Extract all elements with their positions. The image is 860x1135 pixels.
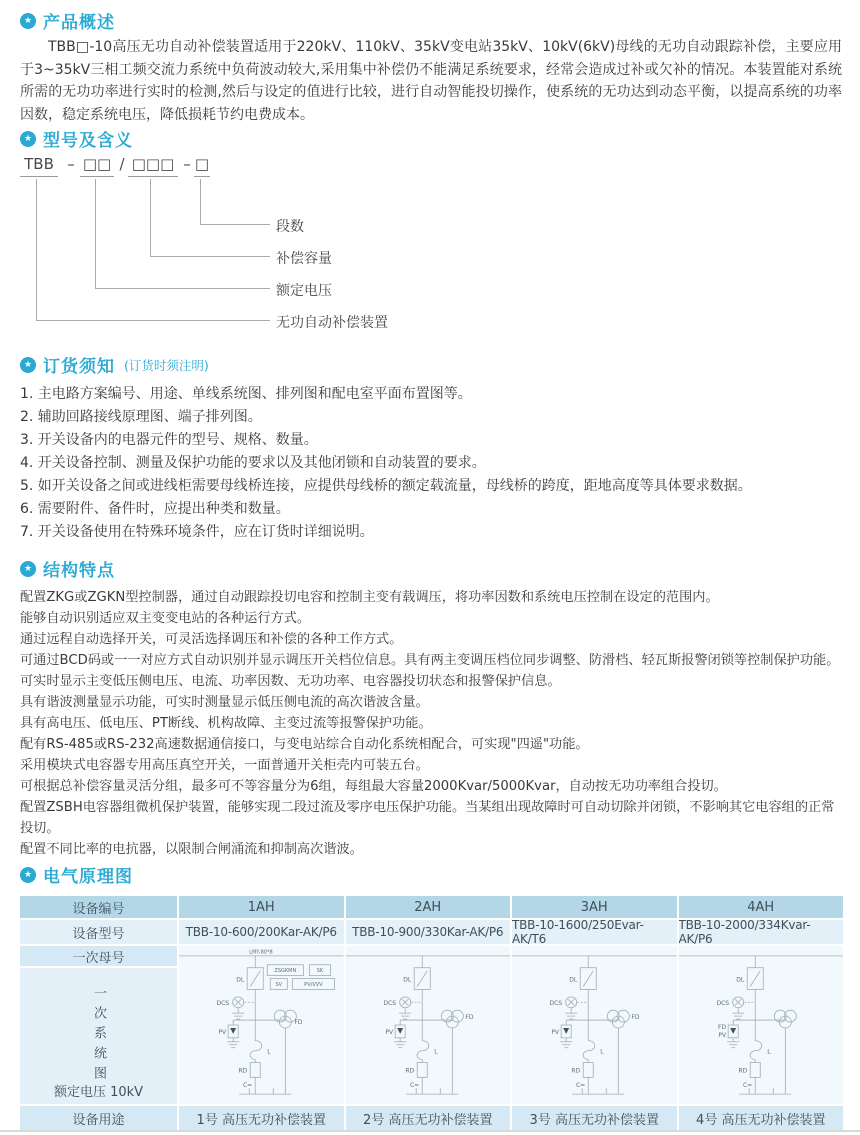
column-header-4ah: 4AH [679,896,844,918]
model-label-segments: 段数 [276,219,304,235]
device-model-2ah: TBB-10-900/330Kar-AK/P6 [346,920,511,944]
breaker-label: DL [236,976,245,984]
circuit-lines [679,956,844,1094]
section-title-schematic: 电气原理图 [43,867,133,887]
one-line-diagram-cell-1ah [179,946,344,1104]
breaker-label: DL [402,976,411,984]
model-code-slash: / [119,155,125,173]
discharger-label: FD [717,1023,726,1031]
ordering-item: 6. 需要附件、备件时，应提出种类和数量。 [20,501,290,517]
meter-label: DCS [715,999,729,1007]
feature-item: 配有RS-485或RS-232高速数据通信接口，与变电站综合自动化系统相配合，可实现"四遥"功能。 [20,737,589,752]
fuse-label: RD [404,1067,414,1075]
control-box-label: SV [275,982,283,988]
reactor-label: L [267,1048,271,1056]
meter-label: DCS [216,999,230,1007]
breaker-label: DL [735,976,744,984]
device-model-1ah: TBB-10-600/200Kar-AK/P6 [179,920,344,944]
arrester-label: PV [384,1028,393,1036]
model-label-device: 无功自动补偿装置 [276,315,388,331]
section-subtitle-ordering: (订货时须注明) [124,357,209,373]
ordering-item: 4. 开关设备控制、测量及保护功能的要求以及其他闭锁和自动装置的要求。 [20,455,486,471]
model-code-voltage-boxes: □□ [80,155,114,177]
capacitor-label: C= [575,1082,586,1090]
model-code-prefix: TBB [20,155,58,177]
discharger-label: FD [464,1014,473,1022]
ordering-item: 5. 如开关设备之间或进线柜需要母线桥连接，应提供母线桥的额定载流量，母线桥的跨度，距地高度等具体要求数据。 [20,478,752,494]
primary-system-diagram-vertical-label: 一次系统图 [91,986,106,1086]
star-bullet-icon: ★ [20,131,36,147]
feature-item: 能够自动识别适应双主变变电站的各种运行方式。 [20,611,311,626]
ordering-item: 1. 主电路方案编号、用途、单线系统图、排列图和配电室平面布置图等。 [20,386,472,402]
page-bottom-divider [0,1130,860,1132]
model-label-capacity: 补偿容量 [276,251,332,267]
feature-item: 配置ZSBH电容器组微机保护装置，能够实现二段过流及零序电压保护功能。当某组出现故障时可自动切除并闭锁，不影响其它电容组的正常投切。 [20,800,835,836]
meter-label: DCS [382,999,396,1007]
overview-paragraph [20,36,842,126]
connector-line [200,179,201,224]
one-line-diagram-cell-2ah [346,946,511,1104]
one-line-diagram-3ah [512,946,677,1104]
row-label-primary-bus: 一次母号 [20,946,177,966]
bus-bar-label: LMY-80*8 [249,949,273,956]
capacitor-label: C= [742,1082,752,1090]
control-box-label: ZSGKMN [274,968,297,975]
section-header-model [20,126,133,151]
capacitor-label: C= [409,1082,419,1090]
reactor-label: L [766,1048,771,1056]
feature-item: 可实时显示主变低压侧电压、电流、功率因数、无功功率、电容器投切状态和报警保护信息。 [20,674,561,689]
ordering-item: 2. 辅助回路接线原理图、端子排列图。 [20,409,262,425]
arrester-label: PV [218,1028,227,1036]
rated-voltage-label: 额定电压 10kV [53,1085,144,1100]
section-title-features: 结构特点 [43,561,115,581]
control-box-label: PV/VVV [304,982,323,988]
one-line-diagram-cell-3ah [512,946,677,1104]
section-title-model: 型号及含义 [43,131,133,151]
reactor-label: L [433,1048,438,1056]
arrester-label: PV [717,1031,726,1039]
column-header-1ah: 1AH [179,896,344,918]
connector-line [95,179,96,288]
device-usage-2ah: 2号 高压无功补偿装置 [346,1106,511,1130]
ordering-list [20,383,844,544]
model-code-separator: – [67,155,75,173]
feature-item: 采用模块式电容器专用高压真空开关，一面普通开关柜壳内可装五台。 [20,758,429,773]
model-meaning-diagram [20,155,842,350]
star-bullet-icon: ★ [20,357,36,373]
discharger-label: FD [631,1014,640,1022]
feature-item: 配置ZKG或ZGKN型控制器，通过自动跟踪投切电容和控制主变有载调压，将功率因数和系统电压控制在设定的范围内。 [20,590,719,605]
connector-line [200,224,270,225]
section-header-schematic [20,862,133,887]
reactor-label: L [600,1048,604,1056]
connector-line [36,179,37,320]
device-model-3ah: TBB-10-1600/250Evar-AK/T6 [512,920,677,944]
connector-line [95,288,270,289]
ordering-item: 3. 开关设备内的电器元件的型号、规格、数量。 [20,432,318,448]
feature-item: 可通过BCD码或一一对应方式自动识别并显示调压开关档位信息。具有两主变调压档位同步调整、防滑档、轻瓦斯报警闭锁等控制保护功能。 [20,653,840,668]
control-box-label: SK [316,968,324,975]
row-label-device-model: 设备型号 [20,920,177,944]
feature-item: 具有谐波测量显示功能，可实时测量显示低压侧电流的高次谐波含量。 [20,695,429,710]
row-label-device-id: 设备编号 [20,896,177,918]
feature-item: 通过远程自动选择开关，可灵活选择调压和补偿的各种工作方式。 [20,632,403,647]
column-header-3ah: 3AH [512,896,677,918]
row-label-primary-system-diagram [20,968,177,1104]
schematic-table [20,896,843,1130]
fuse-label: RD [571,1067,581,1075]
column-header-2ah: 2AH [346,896,511,918]
arrester-label: PV [551,1028,560,1036]
connector-line [150,179,151,256]
section-title-overview: 产品概述 [43,13,115,33]
section-header-ordering [20,352,209,377]
feature-item: 具有高电压、低电压、PT断线、机构故障、主变过流等报警保护功能。 [20,716,432,731]
feature-item: 可根据总补偿容量灵活分组，最多可不等容量分为6组，每组最大容量2000Kvar/5000Kvar，自动按无功功率组合投切。 [20,779,727,794]
model-code-segment-box: □ [194,155,210,177]
fuse-label: RD [737,1067,747,1075]
star-bullet-icon: ★ [20,13,36,29]
discharger-label: FD [294,1019,303,1026]
one-line-diagram-4ah [679,946,844,1104]
one-line-diagram-cell-4ah [679,946,844,1104]
meter-label: DCS [549,999,563,1007]
circuit-lines [346,956,511,1094]
model-code-capacity-boxes: □□□ [128,155,178,177]
feature-item: 配置不同比率的电抗器，以限制合闸涌流和抑制高次谐波。 [20,842,363,857]
one-line-diagram-1ah [179,946,344,1104]
model-code-separator: – [183,155,191,173]
device-usage-4ah: 4号 高压无功补偿装置 [679,1106,844,1130]
circuit-lines [512,956,677,1094]
device-model-4ah: TBB-10-2000/334Kvar-AK/P6 [679,920,844,944]
breaker-label: DL [569,976,578,984]
section-title-ordering: 订货须知 [43,357,115,377]
star-bullet-icon: ★ [20,867,36,883]
fuse-label: RD [238,1067,248,1075]
circuit-lines [179,956,344,1094]
row-label-device-usage: 设备用途 [20,1106,177,1130]
one-line-diagram-2ah [346,946,511,1104]
section-header-overview [20,8,115,33]
connector-line [36,320,270,321]
ordering-item: 7. 开关设备使用在特殊环境条件，应在订货时详细说明。 [20,524,374,540]
device-usage-1ah: 1号 高压无功补偿装置 [179,1106,344,1130]
star-bullet-icon: ★ [20,561,36,577]
overview-body-text: TBB□-10高压无功自动补偿装置适用于220kV、110kV、35kV变电站35kV、10kV(6kV)母线的无功自动跟踪补偿，主要应用于3~35kV三相工频交流力系统中负荷波动较大,采用集中补偿仍不能满足系统要求，经常会造成过补或欠补的情况。本装置能对系统所需的无功功率进行实时的检测,然后与设定的值进行比较，进行自动智能投切操作，使系统的无功达到动态平衡，以提高系统的功率因数，稳定系统电压，降低损耗节约电费成本。 [20,39,842,123]
capacitor-label: C= [242,1082,253,1090]
section-header-features [20,556,115,581]
model-label-voltage: 额定电压 [276,283,332,299]
device-usage-3ah: 3号 高压无功补偿装置 [512,1106,677,1130]
connector-line [150,256,270,257]
features-list [20,587,844,860]
